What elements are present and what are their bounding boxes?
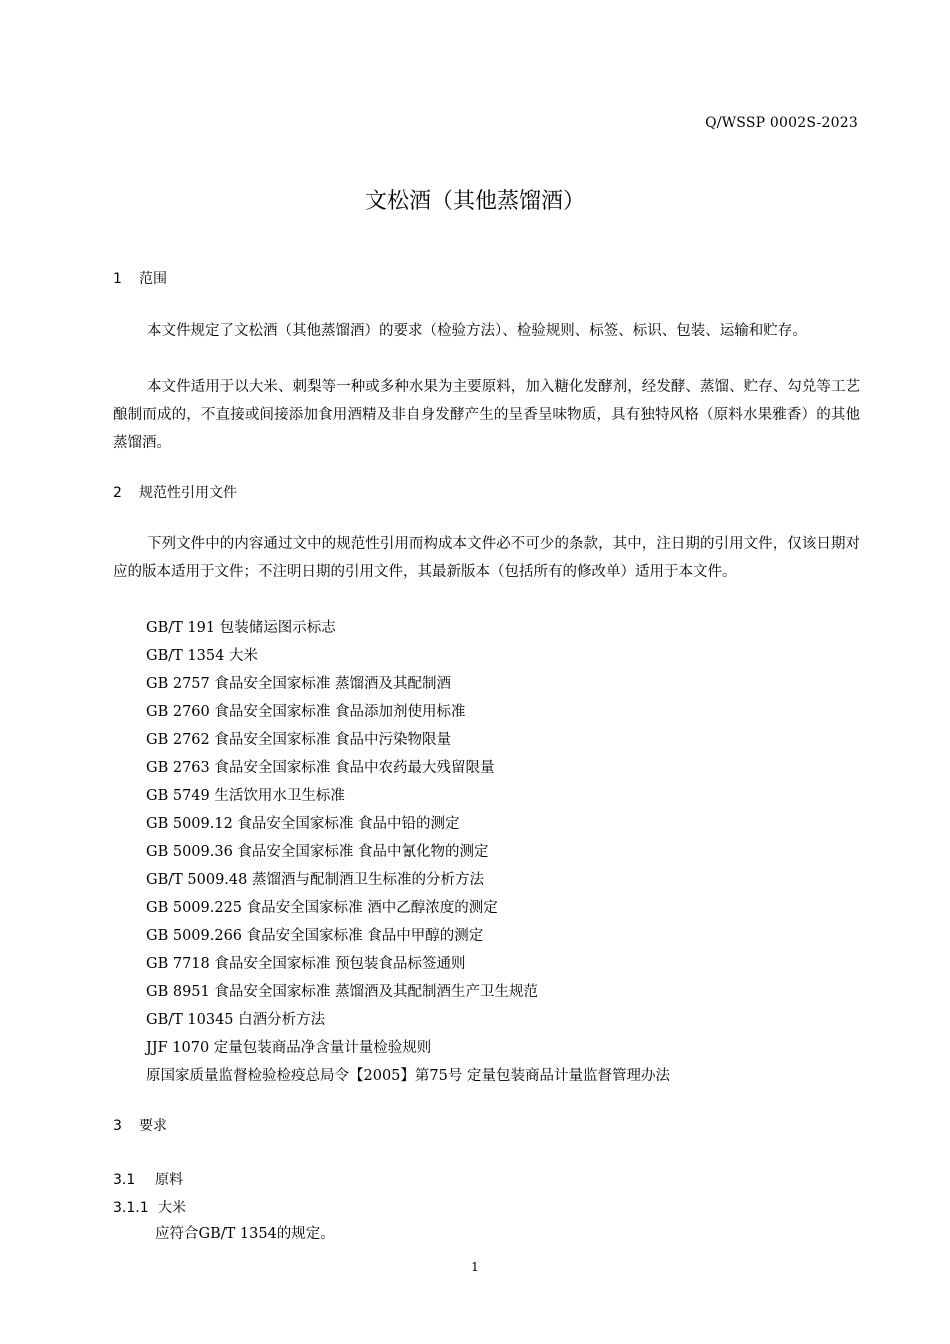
section-number: 2 — [113, 485, 122, 501]
reference-item: GB 2757 食品安全国家标准 蒸馏酒及其配制酒 — [146, 676, 451, 692]
section-3-1-1-heading — [113, 1197, 186, 1217]
section-number: 3 — [113, 1118, 122, 1134]
section-number: 1 — [113, 271, 122, 287]
section-3-heading — [113, 1115, 167, 1135]
reference-item: GB 5009.12 食品安全国家标准 食品中铅的测定 — [146, 816, 460, 832]
reference-item: JJF 1070 定量包装商品净含量计量检验规则 — [146, 1040, 432, 1056]
reference-item: GB/T 5009.48 蒸馏酒与配制酒卫生标准的分析方法 — [146, 872, 484, 888]
reference-item: GB 2763 食品安全国家标准 食品中农药最大残留限量 — [146, 760, 495, 776]
reference-list — [146, 614, 670, 1090]
document-title: 文松酒（其他蒸馏酒） — [364, 189, 585, 214]
document-code: Q/WSSP 0002S-2023 — [705, 115, 858, 131]
section-2-heading — [113, 482, 237, 502]
references-intro: 下列文件中的内容通过文中的规范性引用而构成本文件必不可少的条款，其中，注日期的引用文件，仅该日期对应的版本适用于文件；不注明日期的引用文件，其最新版本（包括所有的修改单）适用于本文件。 — [113, 536, 860, 580]
section-title: 原料 — [155, 1172, 183, 1188]
scope-paragraph-2: 本文件适用于以大米、刺梨等一种或多种水果为主要原料，加入糖化发酵剂，经发酵、蒸馏、贮存、勾兑等工艺酿制而成的，不直接或间接添加食用酒精及非自身发酵产生的呈香呈味物质，具有独特风格（原料水果雅香）的其他蒸馏酒。 — [113, 379, 860, 451]
section-title: 大米 — [158, 1200, 186, 1216]
reference-item: GB 7718 食品安全国家标准 预包装食品标签通则 — [146, 956, 466, 972]
section-1-heading — [113, 268, 167, 288]
reference-item: GB 5009.36 食品安全国家标准 食品中氰化物的测定 — [146, 844, 489, 860]
reference-item: GB 5009.225 食品安全国家标准 酒中乙醇浓度的测定 — [146, 900, 498, 916]
reference-item: GB/T 1354 大米 — [146, 648, 258, 664]
rice-requirement: 应符合GB/T 1354的规定。 — [155, 1226, 335, 1242]
scope-paragraph-1: 本文件规定了文松酒（其他蒸馏酒）的要求（检验方法）、检验规则、标签、标识、包装、运输和贮存。 — [147, 323, 807, 339]
page-number: 1 — [471, 1260, 479, 1274]
section-title: 规范性引用文件 — [139, 485, 237, 501]
reference-item: GB 2760 食品安全国家标准 食品添加剂使用标准 — [146, 704, 466, 720]
section-number: 3.1 — [113, 1172, 136, 1188]
section-title: 范围 — [139, 271, 167, 287]
section-title: 要求 — [139, 1118, 167, 1134]
reference-item: GB 2762 食品安全国家标准 食品中污染物限量 — [146, 732, 451, 748]
reference-item: 原国家质量监督检验检疫总局令【2005】第75号 定量包装商品计量监督管理办法 — [146, 1068, 670, 1084]
reference-item: GB 5009.266 食品安全国家标准 食品中甲醇的测定 — [146, 928, 484, 944]
reference-item: GB 8951 食品安全国家标准 蒸馏酒及其配制酒生产卫生规范 — [146, 984, 538, 1000]
reference-item: GB/T 10345 白酒分析方法 — [146, 1012, 326, 1028]
reference-item: GB/T 191 包装储运图示标志 — [146, 620, 336, 636]
reference-item: GB 5749 生活饮用水卫生标准 — [146, 788, 345, 804]
section-number: 3.1.1 — [113, 1200, 149, 1216]
section-3-1-heading — [113, 1169, 183, 1189]
